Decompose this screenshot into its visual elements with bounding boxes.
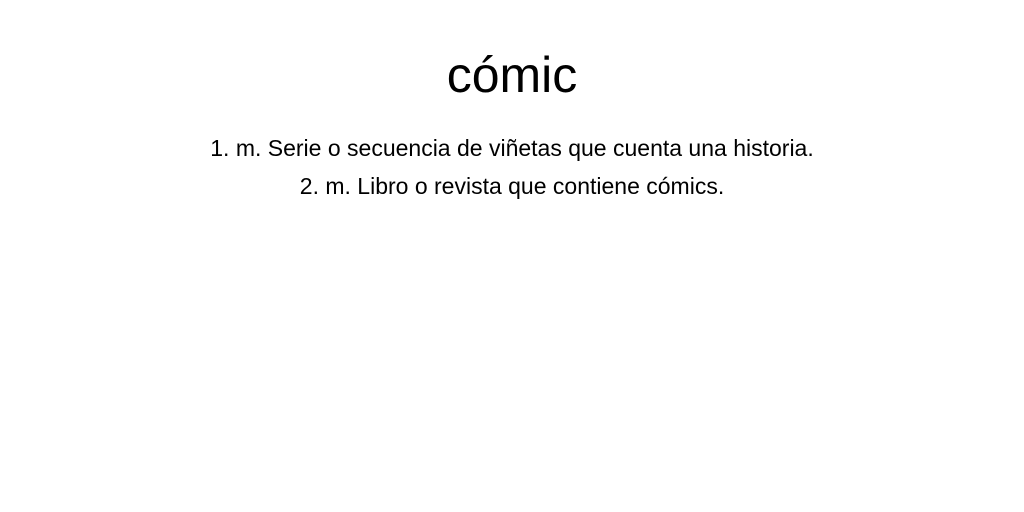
dictionary-entry (0, 0, 1024, 205)
definition-item: 2. m. Libro o revista que contiene cómics. (299, 173, 725, 199)
headword: cómic (446, 47, 578, 103)
definition-item: 1. m. Serie o secuencia de viñetas que cuenta una historia. (210, 135, 814, 161)
definition-list (0, 129, 1024, 205)
